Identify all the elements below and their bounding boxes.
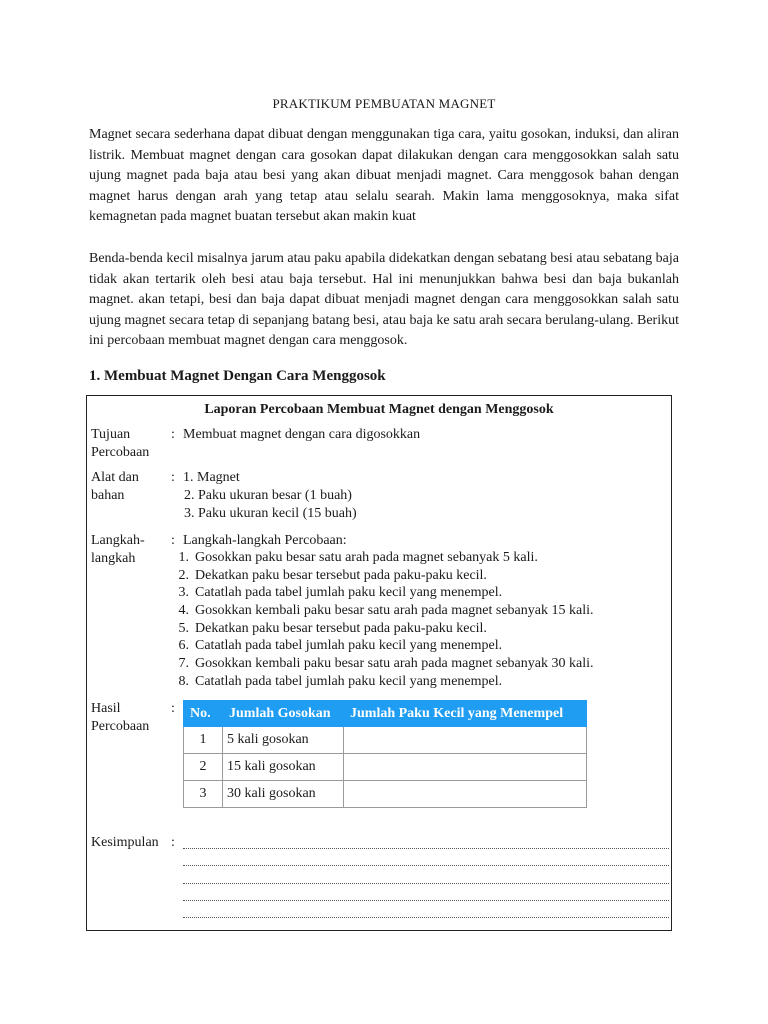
cell-gosokan: 15 kali gosokan	[223, 754, 344, 781]
header-jumlah-gosokan: Jumlah Gosokan	[223, 701, 344, 727]
cell-gosokan: 5 kali gosokan	[223, 727, 344, 754]
steps-list	[167, 549, 593, 691]
steps-intro: Langkah-langkah Percobaan:	[183, 533, 347, 548]
kesimpulan-line[interactable]	[183, 848, 669, 849]
step-item: 3. Catatlah pada tabel jumlah paku kecil yang menempel.	[178, 585, 503, 601]
table-row	[184, 754, 587, 781]
alat-item: 2. Paku ukuran besar (1 buah)	[184, 488, 352, 503]
cell-jumlah-input[interactable]	[344, 754, 587, 781]
report-box	[86, 395, 672, 931]
cell-no: 2	[184, 754, 223, 781]
second-paragraph: Benda-benda kecil misalnya jarum atau paku apabila didekatkan dengan sebatang besi atau sebatang baja tidak akan tertarik oleh besi atau baja tersebut. Hal ini menunjukkan bahwa besi dan baja bukanlah magnet. akan tetapi, besi dan baja dapat dibuat menjadi magnet dengan cara menggosokkan salah satu ujung magnet secara tetap di sepanjang batang besi, atau baja ke satu arah secara berulang-ulang. Berikut ini percobaan membuat magnet dengan cara menggosok.	[89, 251, 679, 348]
header-jumlah-paku: Jumlah Paku Kecil yang Menempel	[344, 701, 587, 727]
step-item: 6. Catatlah pada tabel jumlah paku kecil yang menempel.	[178, 638, 503, 654]
section-heading: 1. Membuat Magnet Dengan Cara Menggosok	[89, 368, 386, 384]
kesimpulan-line[interactable]	[183, 900, 669, 901]
langkah-colon: :	[171, 533, 175, 548]
table-header-row	[184, 701, 587, 727]
cell-no: 3	[184, 781, 223, 808]
step-item: 2. Dekatkan paku besar tersebut pada paku-paku kecil.	[178, 567, 487, 583]
step-item: 7. Gosokkan kembali paku besar satu arah pada magnet sebanyak 30 kali.	[178, 656, 594, 672]
kesimpulan-line[interactable]	[183, 865, 669, 866]
header-no: No.	[184, 701, 223, 727]
intro-paragraph: Magnet secara sederhana dapat dibuat dengan menggunakan tiga cara, yaitu gosokan, induksi, dan aliran listrik. Membuat magnet dengan cara gosokan dapat dilakukan dengan cara menggosokkan salah satu ujung magnet pada baja atau besi yang akan dibuat menjadi magnet. Cara menggosok bahan dengan magnet harus dengan arah yang tetap atau selalu searah. Makin lama menggosoknya, maka sifat kemagnetan pada magnet buatan tersebut akan makin kuat	[89, 127, 679, 224]
tujuan-colon: :	[171, 427, 175, 442]
cell-jumlah-input[interactable]	[344, 727, 587, 754]
report-title: Laporan Percobaan Membuat Magnet dengan Menggosok	[204, 402, 554, 417]
kesimpulan-line[interactable]	[183, 883, 669, 884]
kesimpulan-line[interactable]	[183, 917, 669, 918]
page-title: PRAKTIKUM PEMBUATAN MAGNET	[272, 96, 496, 111]
alat-item: 3. Paku ukuran kecil (15 buah)	[184, 506, 357, 521]
kesimpulan-colon: :	[171, 835, 175, 850]
cell-jumlah-input[interactable]	[344, 781, 587, 808]
cell-gosokan: 30 kali gosokan	[223, 781, 344, 808]
step-item: 1. Gosokkan paku besar satu arah pada magnet sebanyak 5 kali.	[178, 550, 538, 565]
step-item: 5. Dekatkan paku besar tersebut pada paku-paku kecil.	[178, 620, 487, 636]
kesimpulan-label: Kesimpulan	[91, 835, 159, 850]
alat-label: Alat dan bahan	[91, 470, 139, 503]
hasil-colon: :	[171, 701, 175, 716]
langkah-label: Langkah- langkah	[91, 533, 145, 566]
table-row	[184, 781, 587, 808]
tujuan-label: Tujuan Percobaan	[91, 427, 150, 460]
alat-list	[183, 469, 357, 523]
cell-no: 1	[184, 727, 223, 754]
result-table	[183, 700, 587, 808]
tujuan-value: Membuat magnet dengan cara digosokkan	[183, 427, 421, 442]
alat-colon: :	[171, 470, 175, 485]
alat-item: 1. Magnet	[183, 470, 240, 485]
step-item: 8. Catatlah pada tabel jumlah paku kecil yang menempel.	[178, 673, 503, 689]
table-row	[184, 727, 587, 754]
step-item: 4. Gosokkan kembali paku besar satu arah pada magnet sebanyak 15 kali.	[178, 603, 594, 619]
hasil-label: Hasil Percobaan	[91, 701, 150, 734]
